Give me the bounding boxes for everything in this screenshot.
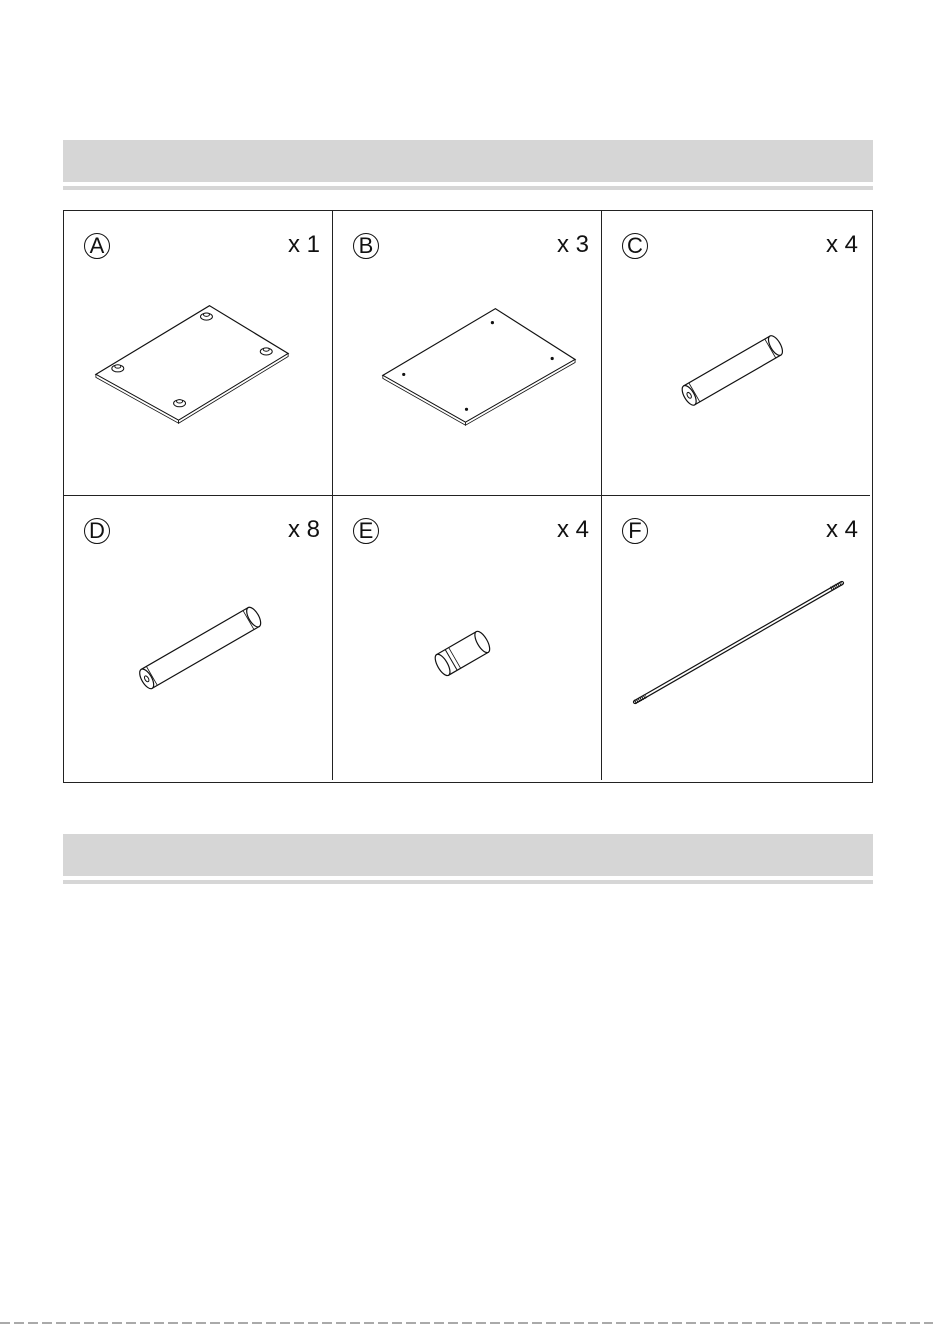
part-quantity: x 4 [556, 516, 589, 543]
part-quantity: x 4 [825, 231, 858, 258]
glass-shelf-panel-icon [333, 211, 601, 495]
part-quantity: x 4 [825, 516, 858, 543]
long-tube-leg-icon [64, 496, 332, 780]
threaded-rod-icon [602, 496, 870, 780]
part-letter: F [622, 518, 648, 544]
section-header-parts [63, 140, 873, 182]
part-cell-e [333, 496, 602, 780]
part-quantity: x 3 [556, 231, 589, 258]
glass-top-panel-icon [64, 211, 332, 495]
part-quantity: x 1 [287, 231, 320, 258]
part-cell-b [333, 211, 602, 496]
part-cell-c [602, 211, 870, 496]
part-letter: D [84, 518, 110, 544]
part-cell-a [64, 211, 333, 496]
part-letter: A [84, 233, 110, 259]
part-letter: C [622, 233, 648, 259]
part-quantity: x 8 [287, 516, 320, 543]
part-cell-f [602, 496, 870, 780]
part-letter: E [353, 518, 379, 544]
section-header-steps [63, 834, 873, 876]
section-header-rule [63, 880, 873, 884]
part-letter: B [353, 233, 379, 259]
parts-grid [63, 210, 873, 783]
short-tube-leg-icon [602, 211, 870, 495]
section-header-rule [63, 186, 873, 190]
cap-foot-icon [333, 496, 601, 780]
part-cell-d [64, 496, 333, 780]
